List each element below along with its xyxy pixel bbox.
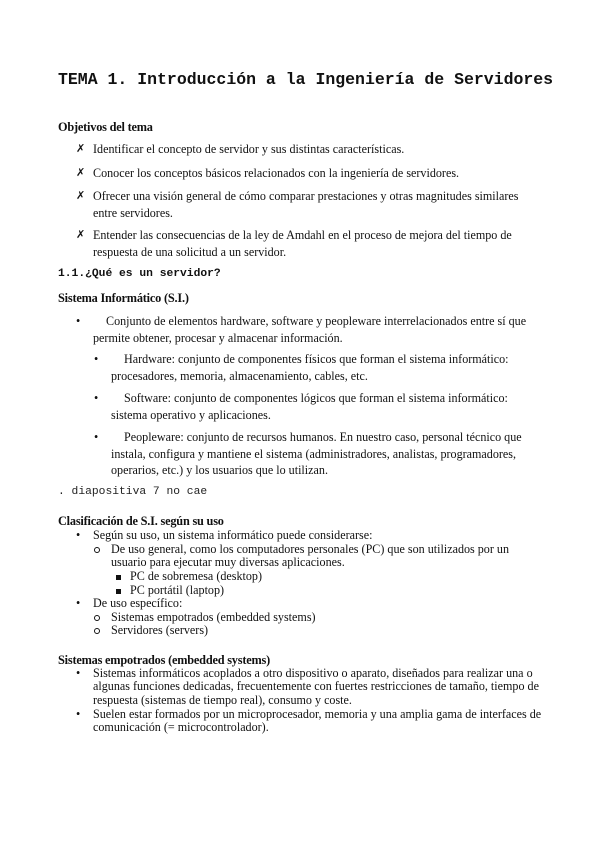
circle-bullet-icon bbox=[94, 547, 100, 553]
cross-bullet-icon: ✗ bbox=[76, 143, 86, 155]
section-heading: 1.1.¿Qué es un servidor? bbox=[58, 268, 221, 280]
list-item-text: Sistemas empotrados (embedded systems) bbox=[111, 610, 316, 624]
square-bullet-icon bbox=[116, 589, 121, 594]
note-text: . diapositiva 7 no cae bbox=[58, 486, 208, 498]
list-item-text: Peopleware: conjunto de recursos humanos. En nuestro caso, personal técnico que instala, configura y mantiene el sistema (administradores, analistas, programadores, operarios, etc.) y los usuarios que lo utilizan. bbox=[111, 430, 522, 477]
bullet-icon: • bbox=[76, 528, 81, 542]
list-item-text: Software: conjunto de componentes lógicos que forman el sistema informático: sistema operativo y aplicaciones. bbox=[111, 391, 508, 422]
square-bullet-icon bbox=[116, 575, 121, 580]
bullet-icon: • bbox=[94, 352, 99, 366]
cross-bullet-icon: ✗ bbox=[76, 229, 86, 241]
bullet-icon: • bbox=[76, 596, 81, 610]
bullet-icon: • bbox=[76, 707, 81, 721]
list-item-text: Según su uso, un sistema informático puede considerarse: bbox=[93, 528, 373, 542]
list-item-text: Hardware: conjunto de componentes físicos que forman el sistema informático: procesadores, memoria, almacenamiento, cables, etc. bbox=[111, 352, 509, 383]
subsection-heading: Sistema Informático (S.I.) bbox=[58, 291, 189, 305]
cross-bullet-icon: ✗ bbox=[76, 167, 86, 179]
classification-heading: Clasificación de S.I. según su uso bbox=[58, 514, 224, 528]
list-item-text: De uso general, como los computadores personales (PC) que son utilizados por un usuario para ejecutar muy diversas aplicaciones. bbox=[111, 542, 510, 570]
embedded-heading: Sistemas empotrados (embedded systems) bbox=[58, 653, 271, 667]
bullet-icon: • bbox=[76, 314, 81, 328]
list-item-text: Suelen estar formados por un microprocesador, memoria y una amplia gama de interfaces de comunicación (= microcontrolador). bbox=[93, 707, 542, 735]
list-item-text: Conjunto de elementos hardware, software y peopleware interrelacionados entre sí que permite obtener, procesar y almacenar información. bbox=[93, 314, 527, 345]
bullet-icon: • bbox=[94, 391, 99, 405]
bullet-icon: • bbox=[76, 666, 81, 680]
objectives-heading: Objetivos del tema bbox=[58, 120, 153, 134]
list-item-text: PC de sobremesa (desktop) bbox=[130, 569, 262, 583]
list-item-text: De uso específico: bbox=[93, 596, 183, 610]
objective-text: Identificar el concepto de servidor y sus distintas características. bbox=[93, 142, 405, 156]
circle-bullet-icon bbox=[94, 615, 100, 621]
list-item-text: Sistemas informáticos acoplados a otro dispositivo o aparato, diseñados para realizar una o algunas funciones dedicadas, frecuentemente con fuertes restricciones de tamaño, tiempo de respuesta (sistemas de tiempo real), consumo y coste. bbox=[93, 666, 539, 707]
page-title: TEMA 1. Introducción a la Ingeniería de Servidores bbox=[58, 70, 554, 89]
objective-text: Ofrecer una visión general de cómo comparar prestaciones y otras magnitudes similares entre servidores. bbox=[93, 189, 519, 220]
objective-text: Entender las consecuencias de la ley de Amdahl en el proceso de mejora del tiempo de respuesta de una solicitud a un servidor. bbox=[93, 228, 512, 259]
bullet-icon: • bbox=[94, 430, 99, 444]
circle-bullet-icon bbox=[94, 628, 100, 634]
cross-bullet-icon: ✗ bbox=[76, 190, 86, 202]
objective-text: Conocer los conceptos básicos relacionados con la ingeniería de servidores. bbox=[93, 166, 460, 180]
list-item-text: Servidores (servers) bbox=[111, 623, 209, 637]
list-item-text: PC portátil (laptop) bbox=[130, 583, 225, 597]
